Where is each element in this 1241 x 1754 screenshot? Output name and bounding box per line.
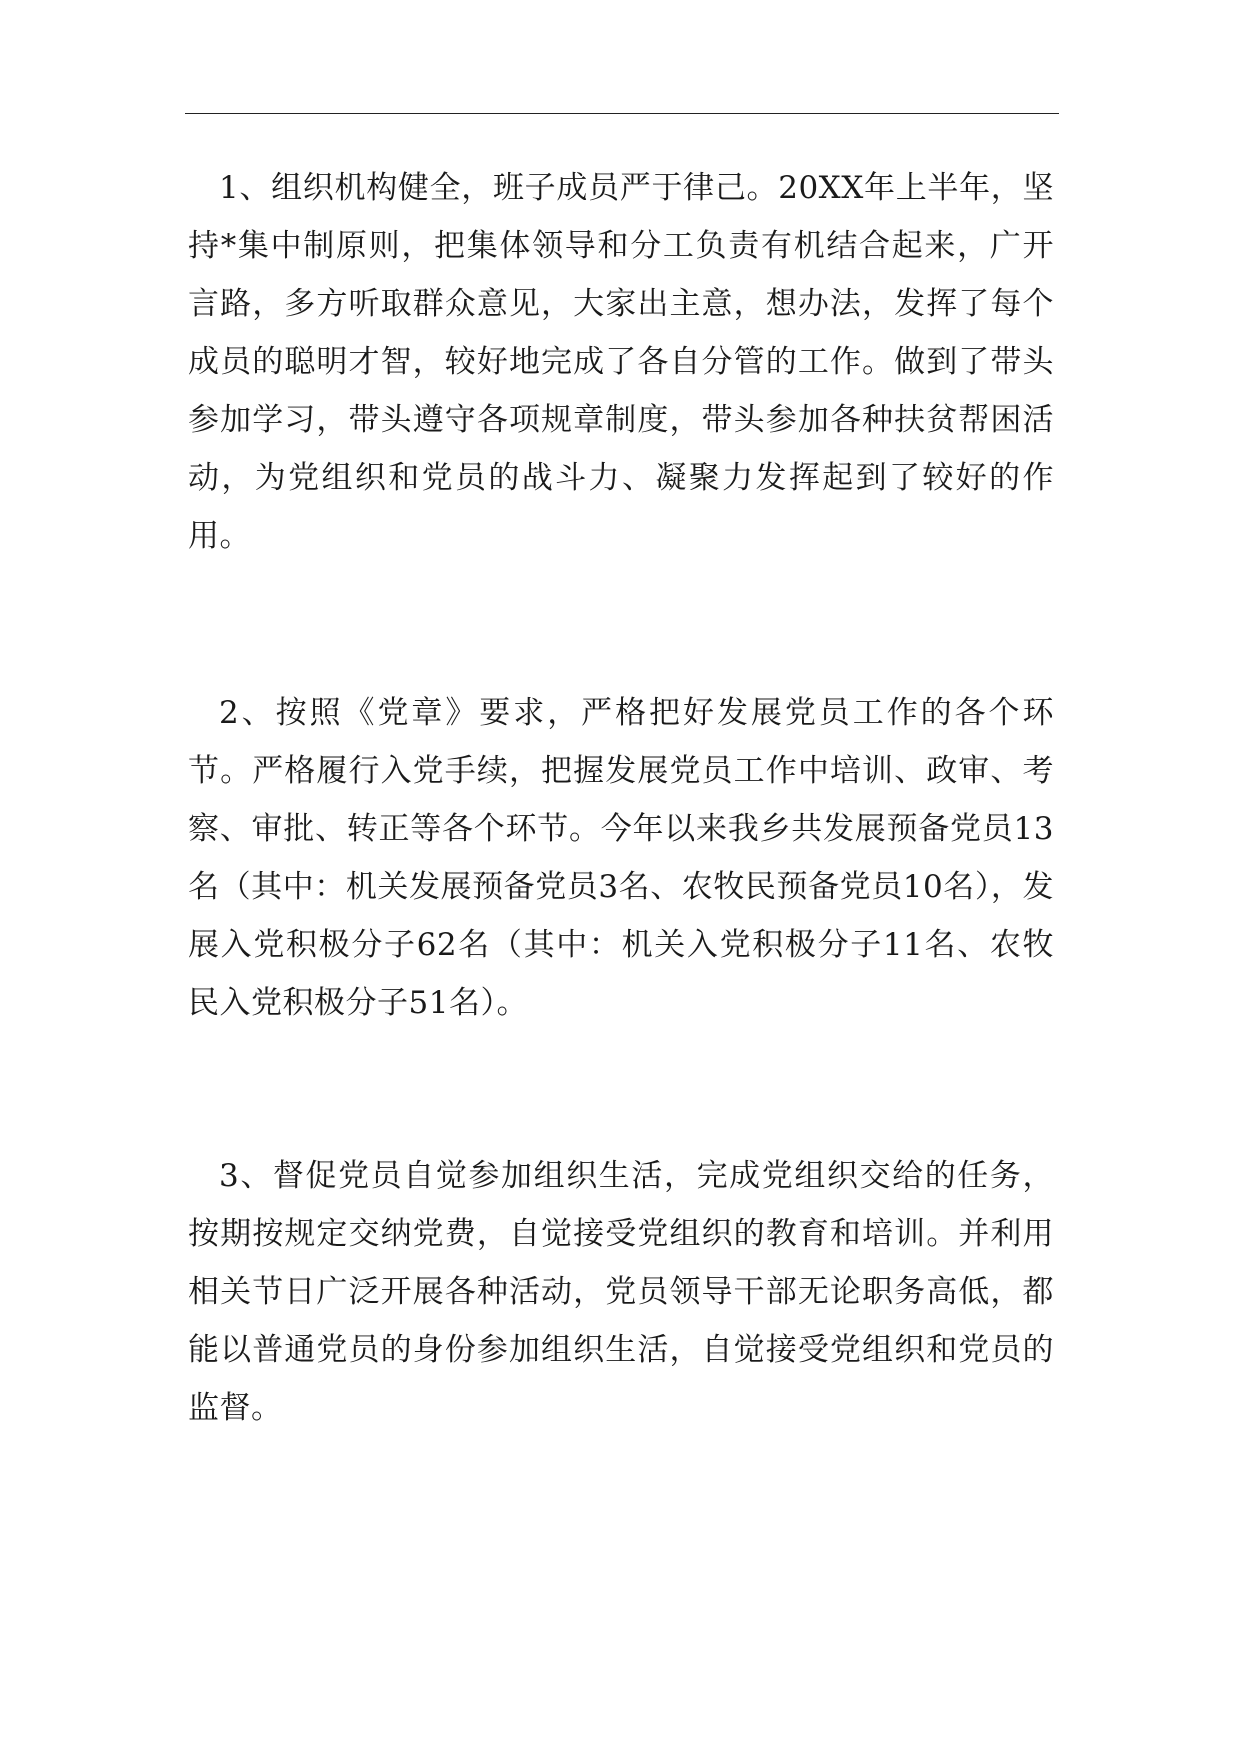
- paragraph-party-life: 3、督促党员自觉参加组织生活，完成党组织交给的任务，按期按规定交纳党费，自觉接受党组织的教育和培训。并利用相关节日广泛开展各种活动，党员领导干部无论职务高低，都能以普通党员的身份参加组织生活，自觉接受党组织和党员的监督。: [188, 1158, 1054, 1426]
- header-rule: [185, 113, 1059, 114]
- paragraph-organization: 1、组织机构健全，班子成员严于律己。20XX年上半年，坚持*集中制原则，把集体领导和分工负责有机结合起来，广开言路，多方听取群众意见，大家出主意，想办法，发挥了每个成员的聪明才智，较好地完成了各自分管的工作。做到了带头参加学习，带头遵守各项规章制度，带头参加各种扶贫帮困活动，为党组织和党员的战斗力、凝聚力发挥起到了较好的作用。: [188, 170, 1054, 554]
- paragraph-party-development: 2、按照《党章》要求，严格把好发展党员工作的各个环节。严格履行入党手续，把握发展党员工作中培训、政审、考察、审批、转正等各个环节。今年以来我乡共发展预备党员13名（其中：机关发展预备党员3名、农牧民预备党员10名），发展入党积极分子62名（其中：机关入党积极分子11名、农牧民入党积极分子51名）。: [188, 695, 1054, 1021]
